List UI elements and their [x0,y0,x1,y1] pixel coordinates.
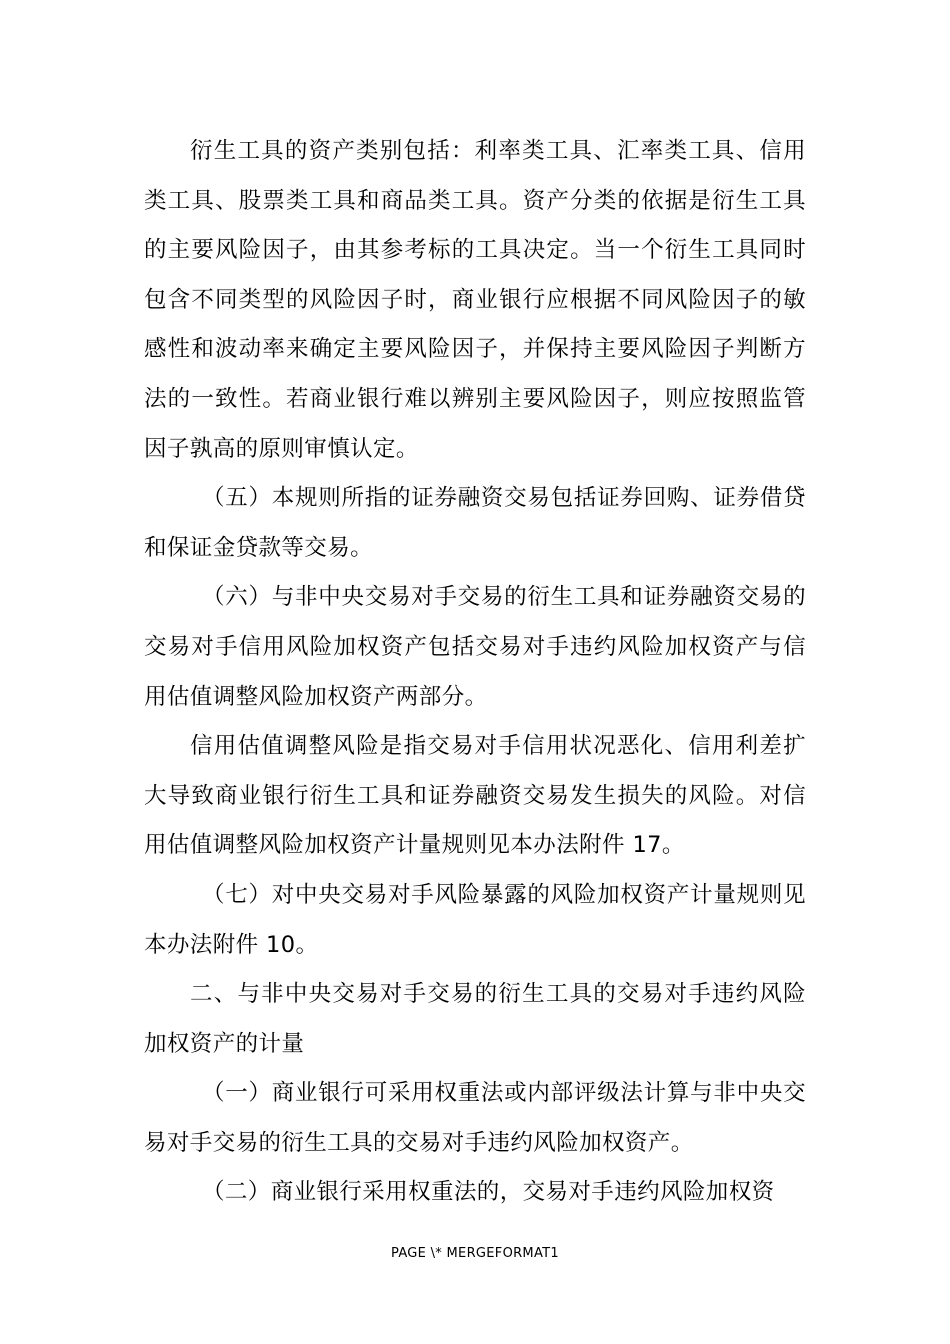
paragraph-cva-risk: 信用估值调整风险是指交易对手信用状况恶化、信用利差扩大导致商业银行衍生工具和证券融资交易发生损失的风险。对信用估值调整风险加权资产计量规则见本办法附件 17。 [144,733,806,859]
paragraph-sub-item-1: （一）商业银行可采用权重法或内部评级法计算与非中央交易对手交易的衍生工具的交易对手违约风险加权资产。 [144,1080,806,1156]
document-body [144,127,806,1218]
paragraph-asset-classes: 衍生工具的资产类别包括：利率类工具、汇率类工具、信用类工具、股票类工具和商品类工具。资产分类的依据是衍生工具的主要风险因子，由其参考标的工具决定。当一个衍生工具同时包含不同类型的风险因子时，商业银行应根据不同风险因子的敏感性和波动率来确定主要风险因子，并保持主要风险因子判断方法的一致性。若商业银行难以辨别主要风险因子，则应按照监管因子孰高的原则审慎认定。 [144,138,806,462]
paragraph-item-7: （七）对中央交易对手风险暴露的风险加权资产计量规则见本办法附件 10。 [144,881,806,958]
page-footer: PAGE \* MERGEFORMAT1 [391,1246,559,1261]
paragraph-item-5: （五）本规则所指的证券融资交易包括证券回购、证券借贷和保证金贷款等交易。 [144,485,806,561]
paragraph-item-6: （六）与非中央交易对手交易的衍生工具和证券融资交易的交易对手信用风险加权资产包括交易对手违约风险加权资产与信用估值调整风险加权资产两部分。 [144,584,806,710]
section-heading-2: 二、与非中央交易对手交易的衍生工具的交易对手违约风险加权资产的计量 [144,981,806,1057]
paragraph-sub-item-2: （二）商业银行采用权重法的，交易对手违约风险加权资 [202,1179,775,1206]
